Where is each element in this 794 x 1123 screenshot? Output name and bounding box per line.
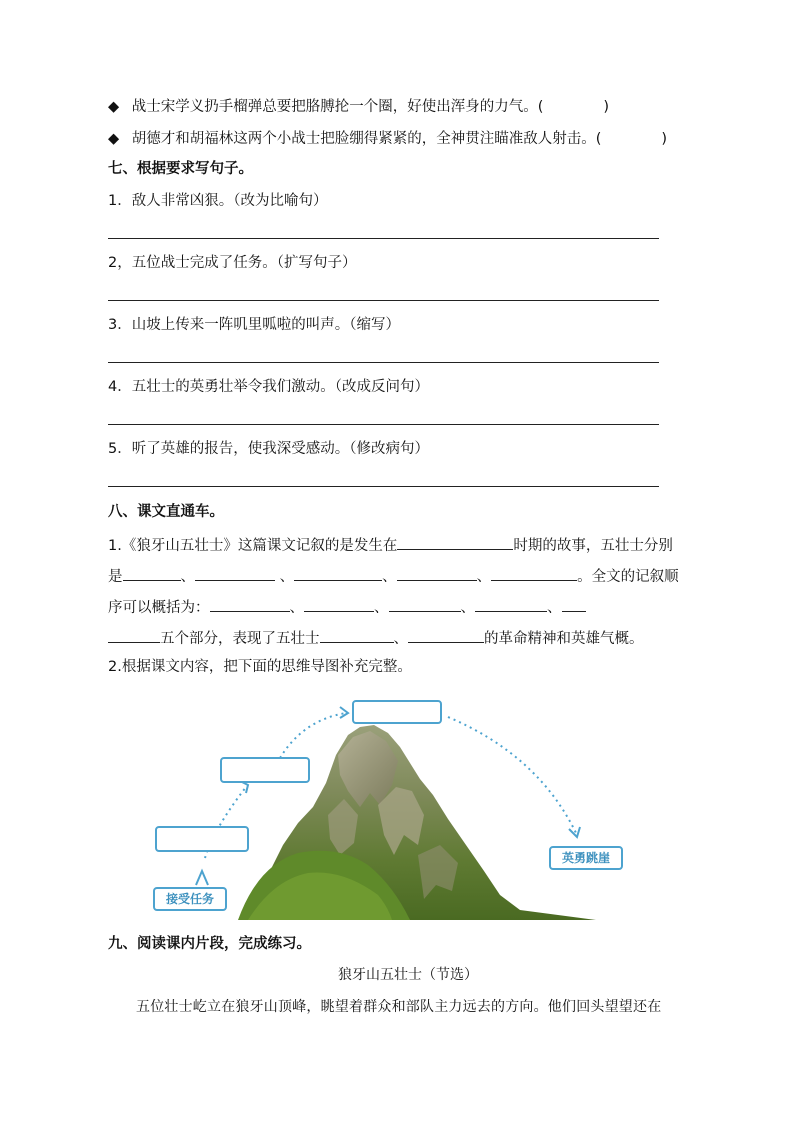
blank-part-5a[interactable] xyxy=(562,595,586,612)
separator: 、 xyxy=(382,569,397,585)
section-9-title: 九、阅读课内片段，完成练习。 xyxy=(108,936,311,952)
blank-hero-3[interactable] xyxy=(294,564,382,581)
fill-line-2 xyxy=(108,564,679,587)
blank-part-5b[interactable] xyxy=(108,626,160,643)
fill-line-1 xyxy=(108,533,673,556)
close-paren: ) xyxy=(603,99,610,115)
q1-text-e: 序可以概括为： xyxy=(108,600,210,616)
q1-text-f: 五个部分，表现了五壮士 xyxy=(160,631,320,647)
answer-blank[interactable] xyxy=(543,95,603,111)
q1-text-g: 的革命精神和英雄气概。 xyxy=(484,631,644,647)
q2-instruction: 2.根据课文内容，把下面的思维导图补充完整。 xyxy=(108,659,412,675)
judgment-item-1 xyxy=(108,95,609,117)
blank-hero-4[interactable] xyxy=(397,564,477,581)
answer-line-1[interactable] xyxy=(108,238,659,239)
section-8-title: 八、课文直通车。 xyxy=(108,504,224,520)
separator: 、 xyxy=(460,600,475,616)
blank-spirit-2[interactable] xyxy=(408,626,484,643)
judgment-item-2 xyxy=(108,127,667,149)
answer-line-5[interactable] xyxy=(108,486,659,487)
passage-title: 狼牙山五壮士（节选） xyxy=(338,967,478,983)
q1-text-c: 是 xyxy=(108,569,123,585)
rewrite-item-4: 4．五壮士的英勇壮举令我们激动。（改成反问句） xyxy=(108,379,429,395)
fill-line-4 xyxy=(108,626,644,649)
item-text: 战士宋学义扔手榴弹总要把胳膊抡一个圈，好使出浑身的力气。( xyxy=(131,99,544,115)
mindmap-blank-box-3[interactable] xyxy=(352,700,442,724)
separator: 、 xyxy=(393,631,408,647)
separator: 、 xyxy=(279,569,295,585)
answer-blank[interactable] xyxy=(601,127,661,143)
mindmap-blank-box-2[interactable] xyxy=(220,757,310,783)
separator: 、 xyxy=(476,569,492,585)
mindmap-end-label: 英勇跳崖 xyxy=(549,846,623,870)
close-paren: ) xyxy=(661,131,668,147)
bullet-icon: ◆ xyxy=(108,99,120,115)
rewrite-item-1: 1．敌人非常凶狠。（改为比喻句） xyxy=(108,193,328,209)
item-text: 胡德才和胡福林这两个小战士把脸绷得紧紧的，全神贯注瞄准敌人射击。( xyxy=(131,131,602,147)
separator: 、 xyxy=(180,569,195,585)
bullet-icon: ◆ xyxy=(108,131,120,147)
answer-line-3[interactable] xyxy=(108,362,659,363)
blank-hero-1[interactable] xyxy=(123,564,181,581)
section-7-title: 七、根据要求写句子。 xyxy=(108,161,253,177)
fill-line-3 xyxy=(108,595,586,618)
blank-part-3[interactable] xyxy=(389,595,461,612)
rewrite-item-3: 3．山坡上传来一阵叽里呱啦的叫声。（缩写） xyxy=(108,317,400,333)
blank-spirit-1[interactable] xyxy=(320,626,394,643)
separator: 、 xyxy=(547,600,562,616)
blank-hero-2[interactable] xyxy=(195,564,275,581)
blank-hero-5[interactable] xyxy=(491,564,577,581)
blank-period[interactable] xyxy=(397,533,513,550)
blank-part-1[interactable] xyxy=(210,595,290,612)
q1-text-a: 1.《狼牙山五壮士》这篇课文记叙的是发生在 xyxy=(108,538,398,554)
answer-line-4[interactable] xyxy=(108,424,659,425)
blank-part-4[interactable] xyxy=(475,595,547,612)
rewrite-item-2: 2，五位战士完成了任务。（扩写句子） xyxy=(108,255,357,271)
passage-text: 五位壮士屹立在狼牙山顶峰，眺望着群众和部队主力远去的方向。他们回头望望还在 xyxy=(136,999,662,1015)
answer-line-2[interactable] xyxy=(108,300,659,301)
q1-text-b: 时期的故事，五壮士分别 xyxy=(513,538,673,554)
q1-text-d: 。全文的记叙顺 xyxy=(577,569,679,585)
mindmap-start-label: 接受任务 xyxy=(153,887,227,911)
mind-map xyxy=(148,695,628,925)
rewrite-item-5: 5．听了英雄的报告，使我深受感动。（修改病句） xyxy=(108,441,429,457)
mindmap-blank-box-1[interactable] xyxy=(155,826,249,852)
separator: 、 xyxy=(289,600,304,616)
blank-part-2[interactable] xyxy=(304,595,374,612)
separator: 、 xyxy=(374,600,389,616)
